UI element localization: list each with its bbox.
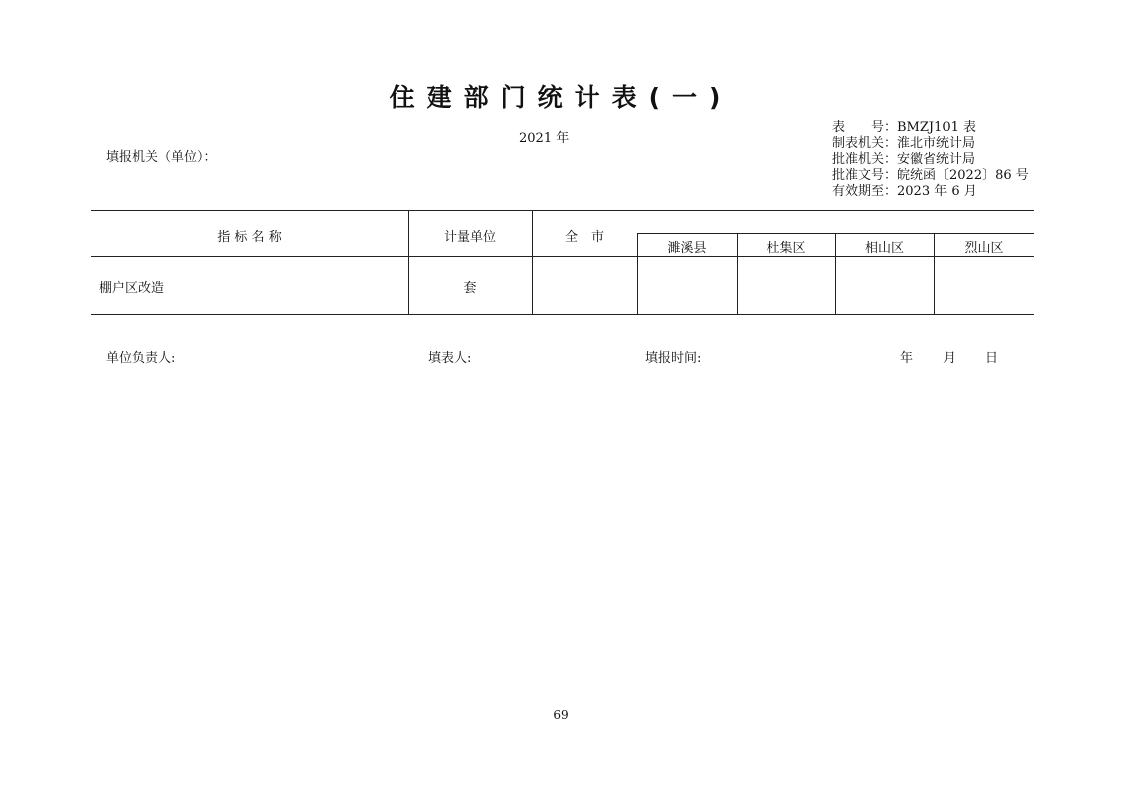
form-metadata xyxy=(832,120,1029,200)
header-bottom-border xyxy=(91,256,1034,257)
table-bottom-border xyxy=(91,314,1034,315)
year-label: 年 xyxy=(900,351,914,366)
day-label: 日 xyxy=(985,351,999,366)
header-district: 杜集区 xyxy=(766,241,806,256)
responsible-person-label: 单位负责人: xyxy=(106,351,176,366)
month-label: 月 xyxy=(943,351,957,366)
approving-agency: 批准机关：安徽省统计局 xyxy=(832,152,976,167)
valid-until: 有效期至：2023 年 6 月 xyxy=(832,184,977,199)
fill-time-label: 填报时间: xyxy=(645,351,702,366)
header-whole-city: 全 市 xyxy=(564,230,604,245)
report-year: 2021 年 xyxy=(519,131,570,146)
form-number: 表 号：BMZJ101 表 xyxy=(832,120,977,135)
approval-document-number: 批准文号：皖统函〔2022〕86 号 xyxy=(832,168,1029,183)
table-top-border xyxy=(91,210,1034,211)
page-number: 69 xyxy=(553,708,569,722)
row-unit: 套 xyxy=(463,281,477,296)
header-district: 相山区 xyxy=(864,241,904,256)
header-indicator-name: 指 标 名 称 xyxy=(217,230,282,245)
header-measurement-unit: 计量单位 xyxy=(443,230,496,245)
filler-label: 填表人: xyxy=(428,351,472,366)
header-district: 濉溪县 xyxy=(667,241,707,256)
row-indicator: 棚户区改造 xyxy=(99,281,165,296)
header-district: 烈山区 xyxy=(964,241,1004,256)
document-title: 住建部门统计表(一) xyxy=(389,83,733,112)
reporting-unit-label: 填报机关（单位）： xyxy=(106,150,217,165)
issuing-agency: 制表机关：淮北市统计局 xyxy=(832,136,976,151)
